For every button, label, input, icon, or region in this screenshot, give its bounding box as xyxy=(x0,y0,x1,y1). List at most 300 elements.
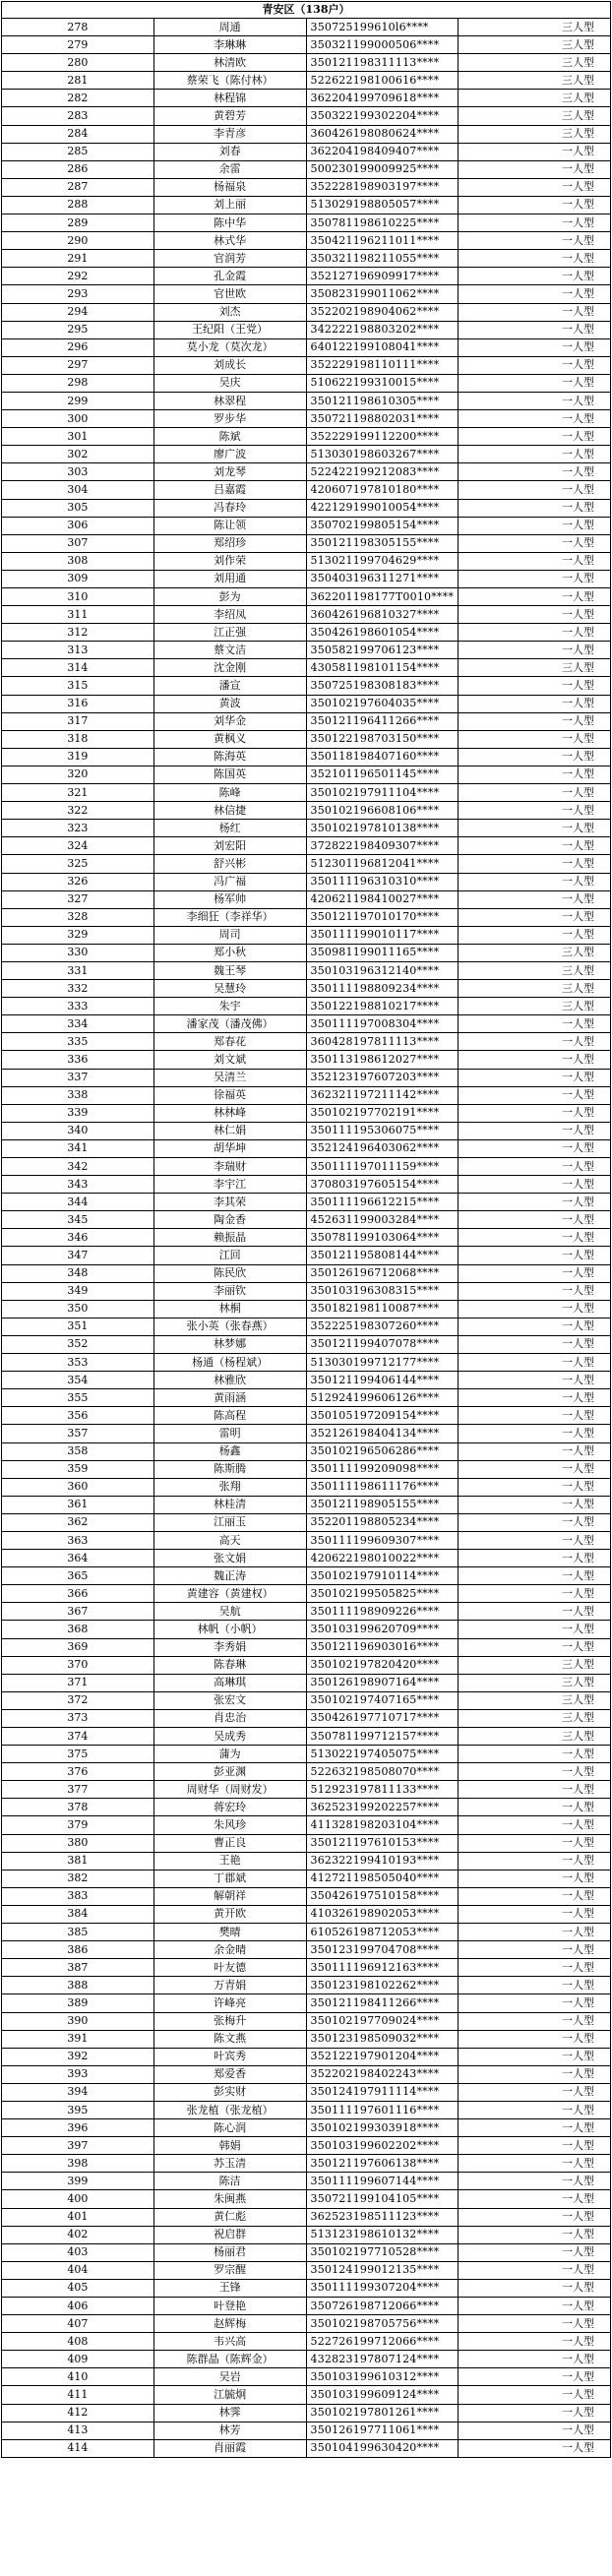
person-name: 张宏文 xyxy=(153,1691,306,1709)
table-row xyxy=(2,2226,611,2243)
row-number: 334 xyxy=(2,1015,154,1033)
row-number: 410 xyxy=(2,2368,154,2386)
row-number: 305 xyxy=(2,499,154,517)
id-number: 350105197209154**** xyxy=(306,1407,459,1425)
person-name: 潘宣 xyxy=(153,677,306,695)
row-number: 281 xyxy=(2,72,154,90)
household-type: 一人型 xyxy=(459,2279,611,2297)
row-number: 359 xyxy=(2,1460,154,1478)
row-number: 307 xyxy=(2,534,154,552)
person-name: 林信捷 xyxy=(153,802,306,820)
table-row xyxy=(2,90,611,107)
person-name: 李细狂（李祥华） xyxy=(153,908,306,926)
id-number: 350102198705756**** xyxy=(306,2315,459,2333)
id-number: 350103199610312**** xyxy=(306,2368,459,2386)
household-type: 一人型 xyxy=(459,2404,611,2422)
household-type: 一人型 xyxy=(459,2368,611,2386)
row-number: 395 xyxy=(2,2101,154,2118)
household-type: 一人型 xyxy=(459,2243,611,2261)
table-row xyxy=(2,1656,611,1674)
row-number: 279 xyxy=(2,36,154,54)
table-row xyxy=(2,107,611,125)
id-number: 350102197407165**** xyxy=(306,1691,459,1709)
row-number: 358 xyxy=(2,1442,154,1460)
household-type: 一人型 xyxy=(459,392,611,409)
table-row xyxy=(2,2422,611,2439)
id-number: 350121197610153**** xyxy=(306,1834,459,1852)
household-type: 三人型 xyxy=(459,19,611,36)
row-number: 412 xyxy=(2,2404,154,2422)
row-number: 368 xyxy=(2,1621,154,1638)
table-row xyxy=(2,961,611,979)
person-name: 彭亚渊 xyxy=(153,1763,306,1781)
household-type: 一人型 xyxy=(459,1139,611,1157)
table-row xyxy=(2,1496,611,1513)
household-type: 一人型 xyxy=(459,2298,611,2315)
person-name: 刘华金 xyxy=(153,712,306,730)
household-type: 一人型 xyxy=(459,642,611,659)
table-row xyxy=(2,784,611,802)
household-type: 一人型 xyxy=(459,1211,611,1229)
household-type: 一人型 xyxy=(459,1460,611,1478)
row-number: 304 xyxy=(2,481,154,499)
person-name: 杨军帅 xyxy=(153,890,306,908)
id-number: 362322199410193**** xyxy=(306,1852,459,1870)
person-name: 黄仁彪 xyxy=(153,2208,306,2226)
household-type: 一人型 xyxy=(459,552,611,570)
person-name: 罗步华 xyxy=(153,410,306,428)
id-number: 352202198402243**** xyxy=(306,2065,459,2083)
row-number: 333 xyxy=(2,998,154,1015)
row-number: 331 xyxy=(2,961,154,979)
table-row xyxy=(2,338,611,356)
household-type: 一人型 xyxy=(459,2137,611,2155)
id-number: 350123199704708**** xyxy=(306,1941,459,1959)
person-name: 吴成秀 xyxy=(153,1728,306,1746)
person-name: 李其荣 xyxy=(153,1194,306,1211)
row-number: 300 xyxy=(2,410,154,428)
row-number: 343 xyxy=(2,1176,154,1194)
row-number: 401 xyxy=(2,2208,154,2226)
table-row xyxy=(2,998,611,1015)
row-number: 338 xyxy=(2,1086,154,1104)
person-name: 舒兴彬 xyxy=(153,855,306,873)
person-name: 叶宾秀 xyxy=(153,2048,306,2065)
person-name: 陈峰 xyxy=(153,784,306,802)
title-row xyxy=(2,2,611,19)
table-row xyxy=(2,890,611,908)
id-number: 350121195808144**** xyxy=(306,1247,459,1264)
household-type: 一人型 xyxy=(459,1887,611,1905)
id-number: 411328198203104**** xyxy=(306,1816,459,1834)
row-number: 329 xyxy=(2,926,154,944)
row-number: 332 xyxy=(2,980,154,998)
person-name: 郑小秋 xyxy=(153,944,306,961)
row-number: 405 xyxy=(2,2279,154,2297)
id-number: 350111199607144**** xyxy=(306,2173,459,2190)
household-type: 一人型 xyxy=(459,1354,611,1372)
person-name: 彭为 xyxy=(153,588,306,606)
table-row xyxy=(2,1460,611,1478)
table-row xyxy=(2,392,611,409)
table-row xyxy=(2,1033,611,1051)
row-number: 278 xyxy=(2,19,154,36)
row-number: 408 xyxy=(2,2333,154,2351)
person-name: 韩娟 xyxy=(153,2137,306,2155)
id-number: 350322199302204**** xyxy=(306,107,459,125)
id-number: 350111196310310**** xyxy=(306,873,459,890)
person-name: 陈国英 xyxy=(153,766,306,783)
person-name: 刘成长 xyxy=(153,356,306,374)
person-name: 叶友德 xyxy=(153,1959,306,1977)
table-row xyxy=(2,1870,611,1887)
row-number: 295 xyxy=(2,321,154,338)
row-number: 367 xyxy=(2,1603,154,1621)
row-number: 354 xyxy=(2,1372,154,1389)
person-name: 朱闽燕 xyxy=(153,2190,306,2208)
table-row xyxy=(2,552,611,570)
id-number: 350102196608106**** xyxy=(306,802,459,820)
row-number: 350 xyxy=(2,1300,154,1318)
person-name: 祝启群 xyxy=(153,2226,306,2243)
id-number: 362201198177T0010**** xyxy=(306,588,459,606)
household-type: 一人型 xyxy=(459,1425,611,1442)
household-type: 一人型 xyxy=(459,570,611,587)
row-number: 320 xyxy=(2,766,154,783)
person-name: 吴慧玲 xyxy=(153,980,306,998)
person-name: 孔金霞 xyxy=(153,268,306,285)
household-type: 一人型 xyxy=(459,624,611,642)
row-number: 313 xyxy=(2,642,154,659)
row-number: 385 xyxy=(2,1924,154,1941)
household-type: 一人型 xyxy=(459,1176,611,1194)
household-type: 三人型 xyxy=(459,36,611,54)
person-name: 陈心润 xyxy=(153,2119,306,2137)
id-number: 350702199805154**** xyxy=(306,517,459,534)
household-type: 一人型 xyxy=(459,695,611,712)
household-type: 三人型 xyxy=(459,1728,611,1746)
table-row xyxy=(2,250,611,268)
row-number: 375 xyxy=(2,1746,154,1763)
table-row xyxy=(2,1585,611,1603)
id-number: 350111196912163**** xyxy=(306,1959,459,1977)
person-name: 陈洁 xyxy=(153,2173,306,2190)
household-type: 一人型 xyxy=(459,2386,611,2404)
table-row xyxy=(2,1959,611,1977)
section-title: 青安区（138户） xyxy=(2,2,611,19)
household-type: 三人型 xyxy=(459,1709,611,1727)
row-number: 342 xyxy=(2,1158,154,1176)
row-number: 328 xyxy=(2,908,154,926)
household-type: 一人型 xyxy=(459,1318,611,1335)
person-name: 郑爱香 xyxy=(153,2065,306,2083)
row-number: 322 xyxy=(2,802,154,820)
person-name: 张龙植（张龙植） xyxy=(153,2101,306,2118)
household-type: 一人型 xyxy=(459,303,611,321)
row-number: 312 xyxy=(2,624,154,642)
household-type: 一人型 xyxy=(459,321,611,338)
person-name: 韦兴高 xyxy=(153,2333,306,2351)
household-type: 一人型 xyxy=(459,1567,611,1585)
household-type: 一人型 xyxy=(459,1335,611,1353)
table-row xyxy=(2,1834,611,1852)
household-type: 一人型 xyxy=(459,606,611,624)
id-number: 350426198601054**** xyxy=(306,624,459,642)
table-row xyxy=(2,2404,611,2422)
household-type: 三人型 xyxy=(459,1656,611,1674)
row-number: 291 xyxy=(2,250,154,268)
row-number: 316 xyxy=(2,695,154,712)
household-type: 一人型 xyxy=(459,517,611,534)
id-number: 352123197607203**** xyxy=(306,1069,459,1086)
household-type: 三人型 xyxy=(459,659,611,677)
household-type: 三人型 xyxy=(459,54,611,72)
id-number: 513022197405075**** xyxy=(306,1746,459,1763)
table-row xyxy=(2,517,611,534)
household-type: 一人型 xyxy=(459,285,611,303)
row-number: 282 xyxy=(2,90,154,107)
id-number: 352201198805234**** xyxy=(306,1513,459,1531)
row-number: 284 xyxy=(2,125,154,143)
table-row xyxy=(2,1139,611,1157)
person-name: 黄波 xyxy=(153,695,306,712)
id-number: 350102197820420**** xyxy=(306,1656,459,1674)
person-name: 余雷 xyxy=(153,160,306,178)
row-number: 388 xyxy=(2,1977,154,1994)
person-name: 赵辉梅 xyxy=(153,2315,306,2333)
row-number: 363 xyxy=(2,1531,154,1549)
table-row xyxy=(2,2119,611,2137)
household-type: 一人型 xyxy=(459,2315,611,2333)
person-name: 杨鑫 xyxy=(153,1442,306,1460)
table-row xyxy=(2,1176,611,1194)
table-row xyxy=(2,481,611,499)
person-name: 陈斯腾 xyxy=(153,1460,306,1478)
id-number: 352202198904062**** xyxy=(306,303,459,321)
person-name: 赖振晶 xyxy=(153,1229,306,1247)
household-type: 一人型 xyxy=(459,1015,611,1033)
household-type: 一人型 xyxy=(459,2333,611,2351)
table-body xyxy=(2,2,611,2458)
table-row xyxy=(2,1905,611,1923)
id-number: 350111197008304**** xyxy=(306,1015,459,1033)
row-number: 335 xyxy=(2,1033,154,1051)
household-type: 一人型 xyxy=(459,1264,611,1282)
household-type: 一人型 xyxy=(459,1086,611,1104)
household-type: 一人型 xyxy=(459,802,611,820)
household-type: 三人型 xyxy=(459,1674,611,1691)
id-number: 350111195306075**** xyxy=(306,1122,459,1139)
row-number: 330 xyxy=(2,944,154,961)
id-number: 350781198610225**** xyxy=(306,215,459,232)
row-number: 389 xyxy=(2,1994,154,2012)
household-type: 一人型 xyxy=(459,1638,611,1656)
person-name: 黄碧芳 xyxy=(153,107,306,125)
table-row xyxy=(2,1229,611,1247)
person-name: 蒲为 xyxy=(153,1746,306,1763)
table-row xyxy=(2,980,611,998)
row-number: 297 xyxy=(2,356,154,374)
row-number: 292 xyxy=(2,268,154,285)
row-number: 324 xyxy=(2,837,154,855)
row-number: 308 xyxy=(2,552,154,570)
household-type: 一人型 xyxy=(459,926,611,944)
household-type: 一人型 xyxy=(459,1478,611,1496)
person-name: 李瑞财 xyxy=(153,1158,306,1176)
table-row xyxy=(2,1282,611,1300)
table-row xyxy=(2,855,611,873)
household-type: 一人型 xyxy=(459,2190,611,2208)
person-name: 莫小龙（莫次龙） xyxy=(153,338,306,356)
id-number: 522422199212083**** xyxy=(306,463,459,481)
household-type: 一人型 xyxy=(459,1870,611,1887)
person-name: 刘宏阳 xyxy=(153,837,306,855)
household-type: 一人型 xyxy=(459,1300,611,1318)
person-name: 林雅欣 xyxy=(153,1372,306,1389)
household-type: 一人型 xyxy=(459,1158,611,1176)
household-type: 一人型 xyxy=(459,766,611,783)
person-name: 林仁娟 xyxy=(153,1122,306,1139)
table-row xyxy=(2,285,611,303)
row-number: 325 xyxy=(2,855,154,873)
household-type: 一人型 xyxy=(459,2119,611,2137)
id-number: 350102199303918**** xyxy=(306,2119,459,2137)
household-type: 一人型 xyxy=(459,1104,611,1122)
table-row xyxy=(2,1603,611,1621)
table-row xyxy=(2,2190,611,2208)
row-number: 387 xyxy=(2,1959,154,1977)
id-number: 350111199307204**** xyxy=(306,2279,459,2297)
household-type: 一人型 xyxy=(459,268,611,285)
id-number: 362523199202257**** xyxy=(306,1799,459,1816)
table-row xyxy=(2,606,611,624)
household-type: 一人型 xyxy=(459,2101,611,2118)
household-type: 一人型 xyxy=(459,1247,611,1264)
person-name: 林帆（小帆） xyxy=(153,1621,306,1638)
household-type: 一人型 xyxy=(459,499,611,517)
table-row xyxy=(2,196,611,214)
row-number: 369 xyxy=(2,1638,154,1656)
id-number: 350102197801261**** xyxy=(306,2404,459,2422)
person-name: 蔡荣飞（陈付林） xyxy=(153,72,306,90)
table-row xyxy=(2,1550,611,1567)
row-number: 403 xyxy=(2,2243,154,2261)
household-type: 一人型 xyxy=(459,428,611,446)
table-row xyxy=(2,463,611,481)
person-name: 叶登艳 xyxy=(153,2298,306,2315)
household-type: 一人型 xyxy=(459,1799,611,1816)
table-row xyxy=(2,2155,611,2173)
household-type: 一人型 xyxy=(459,1194,611,1211)
table-row xyxy=(2,908,611,926)
person-name: 魏正涛 xyxy=(153,1567,306,1585)
table-row xyxy=(2,1104,611,1122)
table-row xyxy=(2,712,611,730)
table-row xyxy=(2,2386,611,2404)
row-number: 379 xyxy=(2,1816,154,1834)
household-type: 一人型 xyxy=(459,2065,611,2083)
household-type: 三人型 xyxy=(459,980,611,998)
household-type: 一人型 xyxy=(459,1834,611,1852)
id-number: 350102199505825**** xyxy=(306,1585,459,1603)
person-name: 林霁 xyxy=(153,2404,306,2422)
row-number: 365 xyxy=(2,1567,154,1585)
row-number: 391 xyxy=(2,2030,154,2048)
row-number: 289 xyxy=(2,215,154,232)
household-type: 一人型 xyxy=(459,481,611,499)
table-row xyxy=(2,215,611,232)
table-row xyxy=(2,1335,611,1353)
table-row xyxy=(2,2030,611,2048)
row-number: 340 xyxy=(2,1122,154,1139)
id-number: 350781199103064**** xyxy=(306,1229,459,1247)
table-row xyxy=(2,1211,611,1229)
id-number: 360426198080624**** xyxy=(306,125,459,143)
id-number: 350121198311113**** xyxy=(306,54,459,72)
person-name: 李绍凤 xyxy=(153,606,306,624)
id-number: 350725199610l6**** xyxy=(306,19,459,36)
table-row xyxy=(2,1354,611,1372)
person-name: 冯广福 xyxy=(153,873,306,890)
table-row xyxy=(2,1122,611,1139)
person-name: 张小英（张春燕） xyxy=(153,1318,306,1335)
household-type: 一人型 xyxy=(459,1746,611,1763)
household-type: 一人型 xyxy=(459,2226,611,2243)
id-number: 350126196712068**** xyxy=(306,1264,459,1282)
id-number: 420622198010022**** xyxy=(306,1550,459,1567)
row-number: 357 xyxy=(2,1425,154,1442)
household-type: 一人型 xyxy=(459,677,611,695)
id-number: 350102196506286**** xyxy=(306,1442,459,1460)
table-row xyxy=(2,1069,611,1086)
household-type: 一人型 xyxy=(459,1585,611,1603)
person-name: 刘春 xyxy=(153,143,306,160)
household-type: 一人型 xyxy=(459,2422,611,2439)
person-name: 杨福泉 xyxy=(153,178,306,196)
id-number: 350403196311271**** xyxy=(306,570,459,587)
household-type: 一人型 xyxy=(459,1924,611,1941)
household-type: 一人型 xyxy=(459,1994,611,2012)
person-name: 张翔 xyxy=(153,1478,306,1496)
household-type: 一人型 xyxy=(459,410,611,428)
row-number: 380 xyxy=(2,1834,154,1852)
row-number: 296 xyxy=(2,338,154,356)
row-number: 390 xyxy=(2,2012,154,2030)
row-number: 406 xyxy=(2,2298,154,2315)
person-name: 刘杰 xyxy=(153,303,306,321)
table-row xyxy=(2,160,611,178)
person-name: 吴庆 xyxy=(153,374,306,392)
table-row xyxy=(2,499,611,517)
row-number: 366 xyxy=(2,1585,154,1603)
id-number: 350781199712157**** xyxy=(306,1728,459,1746)
row-number: 293 xyxy=(2,285,154,303)
table-row xyxy=(2,2101,611,2118)
household-type: 一人型 xyxy=(459,2173,611,2190)
household-type: 一人型 xyxy=(459,712,611,730)
table-row xyxy=(2,1194,611,1211)
household-type: 一人型 xyxy=(459,1282,611,1300)
person-name: 王锋 xyxy=(153,2279,306,2297)
person-name: 肖忠治 xyxy=(153,1709,306,1727)
id-number: 362523198511123**** xyxy=(306,2208,459,2226)
household-type: 一人型 xyxy=(459,534,611,552)
row-number: 317 xyxy=(2,712,154,730)
id-number: 352225198307260**** xyxy=(306,1318,459,1335)
person-name: 朱风珍 xyxy=(153,1816,306,1834)
person-name: 蒋宏玲 xyxy=(153,1799,306,1816)
row-number: 371 xyxy=(2,1674,154,1691)
